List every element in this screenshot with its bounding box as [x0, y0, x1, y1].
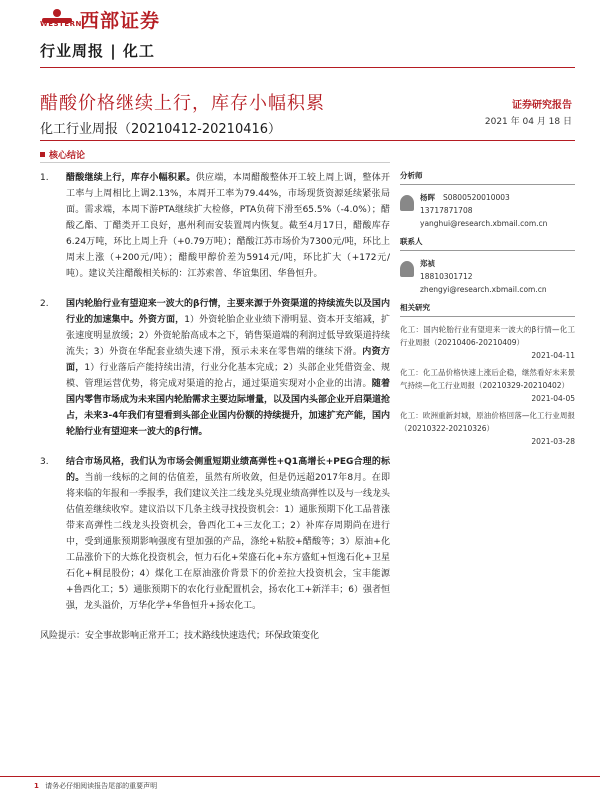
- report-date: 2021 年 04 月 18 日: [484, 117, 572, 127]
- point-bold: 结合市场风格，我们认为市场会侧重短期业绩高弹性+Q1高增长+PEG合理的标的。: [66, 457, 390, 483]
- point-text: 当前一线标的之间的估值差，虽然有所收敛，但是仍远超2017年8月。在即将来临的年报和一季报季，我们建议关注二线龙头兑现业绩高弹性以及与一线龙头估值差继续收窄。建议沿以下几条主线寻找投资机会：1）通胀预期下化工品普涨带来高弹性二线龙头投资机会，鲁西化工+三友化工；2）补库存周期尚在进行中，受到通胀预期影响强度有望加强的产品，涤纶+粘胶+醋酸等；3）原油+化工品涨价下的大炼化投资机会，恒力石化+荣盛石化+东方盛虹+恒逸石化+卫星石化+桐昆股份；4）煤化工在原油涨价背景下的价差拉大投资机会，宝丰能源+鲁西化工；5）通胀预期下的农化行业配置机会，扬农化工+新洋丰；6）强者恒强，龙头溢价，万华化学+华鲁恒升+扬农化工。: [66, 473, 391, 611]
- related-item[interactable]: [400, 366, 575, 405]
- point-bold-2: 内资方面，: [66, 347, 390, 373]
- header-category: 行业周报 | 化工: [40, 42, 155, 60]
- related-text: 化工：欧洲重新封城，原油价格回落—化工行业周报（20210322-20210326）: [400, 411, 575, 433]
- risk-warning: 风险提示：安全事故影响正常开工；技术路线快速迭代；环保政策变化: [40, 631, 320, 641]
- point-text-2: 1）行业落后产能持续出清，行业分化基本完成；2）头部企业凭借资金、规模、管理运营优势，将完成对渠道的抢占，通过渠道实现对小企业的出清。: [66, 363, 390, 389]
- analyst-cert: S0800520010003: [443, 193, 510, 202]
- page-number: 1: [34, 782, 39, 790]
- related-item[interactable]: [400, 409, 575, 448]
- related-header: 相关研究: [400, 302, 575, 317]
- analyst-avatar-icon: [400, 195, 414, 211]
- footer-divider: [0, 776, 600, 777]
- related-text: 化工：化工品价格快速上涨后企稳，继然看好未来景气持续—化工行业周报（20210329-20210402）: [400, 368, 575, 390]
- brand-name-en: WESTERN: [40, 20, 82, 28]
- point-3: [40, 454, 390, 614]
- report-title: 醋酸价格继续上行，库存小幅积累: [40, 93, 325, 114]
- contact-phone: 18810301712: [420, 272, 473, 281]
- point-number: 1.: [40, 173, 49, 183]
- footer: [34, 781, 157, 791]
- footer-disclaimer: 请务必仔细阅读报告尾部的重要声明: [45, 782, 158, 790]
- point-bold-3: 随着国内零售市场成为未来国内轮胎需求主要边际增量，以及国内头部企业开启渠道抢占，未来3-4年我们有望看到头部企业国内份额的持续提升，加速扩充产能，国内轮胎行业有望迎来一波大的β行情。: [66, 379, 391, 437]
- point-number: 3.: [40, 457, 49, 467]
- core-label: 核心结论: [49, 151, 86, 161]
- contact-header: 联系人: [400, 236, 575, 251]
- point-number: 2.: [40, 299, 49, 309]
- point-1: [40, 170, 390, 282]
- analyst-name: 杨晖: [420, 193, 435, 202]
- analyst-email[interactable]: yanghui@research.xbmail.com.cn: [420, 219, 548, 228]
- square-bullet-icon: [40, 152, 45, 157]
- analyst-card: [400, 191, 575, 230]
- related-list: [400, 323, 575, 448]
- point-bold: 国内轮胎行业有望迎来一波大的β行情，主要来源于外资渠道的持续流失以及国内行业的加速集中。外资方面，: [66, 299, 390, 325]
- point-2: [40, 296, 390, 440]
- contact-name: 郑祯: [420, 259, 435, 268]
- contact-card: [400, 257, 575, 296]
- related-text: 化工：国内轮胎行业有望迎来一波大的β行情—化工行业周报（20210406-20210409）: [400, 325, 575, 347]
- sidebar: [400, 170, 575, 452]
- analyst-header: 分析师: [400, 170, 575, 185]
- analyst-phone: 13717871708: [420, 206, 473, 215]
- related-date: 2021-03-28: [531, 437, 575, 446]
- contact-avatar-icon: [400, 261, 414, 277]
- related-date: 2021-04-05: [531, 394, 575, 403]
- point-text: 1）外资轮胎企业业绩下滑明显、资本开支缩减，扩张速度明显放缓；2）外资轮胎高成本之下，销售渠道端的利润过低导致渠道持续流失；3）外资在华配套业绩失速下滑，预示未来在零售端的继续下滑。: [66, 315, 390, 357]
- report-subtitle: 化工行业周报（20210412-20210416）: [40, 122, 282, 137]
- main-content: [40, 170, 390, 644]
- subtitle-divider: [40, 140, 575, 141]
- related-item[interactable]: [400, 323, 575, 362]
- point-text: 供应端，本周醋酸整体开工较上周上调，整体开工率与上周相比上调2.13%，本周开工率为79.44%，市场现货资源延续紧张局面。需求端，本周下游PTA继续扩大检修，PTA负荷下滑至65.5%（-4.0%）；醋酸乙酯、丁醋类开工良好，惠州利而安装置周内恢复。截至4月17日，醋酸库存6.24万吨，环比上周上升（+0.79万吨）；醋酸江苏市场价为7300元/吨，环比上周末上涨（+200元/吨）；醋酸甲醇价差为5914元/吨，环比扩大（+172元/吨）。建议关注醋酸相关标的：江苏索普、华谊集团、华鲁恒升。: [66, 173, 390, 279]
- brand-name: 西部证券: [80, 10, 161, 32]
- core-conclusion-heading: [40, 148, 85, 161]
- related-date: 2021-04-11: [531, 351, 575, 360]
- report-type: 证券研究报告: [512, 100, 572, 111]
- point-bold: 醋酸继续上行，库存小幅积累。: [66, 173, 196, 183]
- contact-email[interactable]: zhengyi@research.xbmail.com.cn: [420, 285, 547, 294]
- core-divider: [40, 162, 390, 163]
- header-divider: [40, 67, 575, 68]
